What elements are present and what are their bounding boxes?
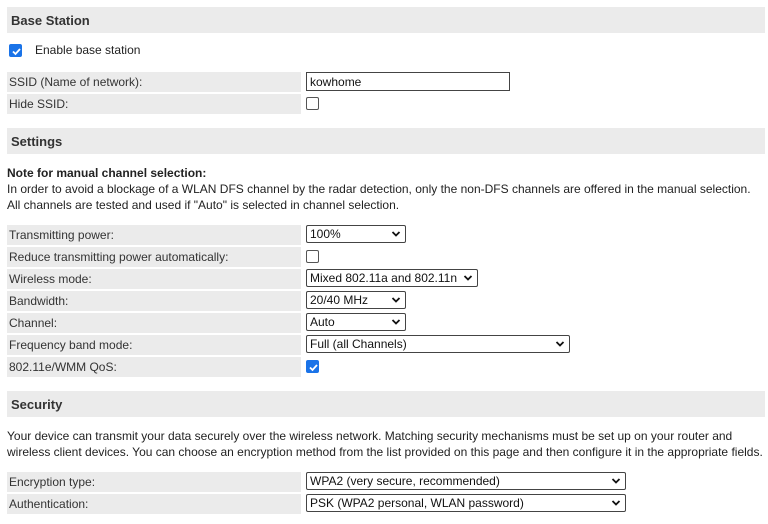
bandwidth-select[interactable] (306, 291, 406, 309)
authentication-label: Authentication: (7, 494, 301, 514)
checkmark-icon (308, 362, 319, 373)
reduce-tx-label: Reduce transmitting power automatically: (7, 247, 301, 267)
channel-row (7, 313, 765, 333)
wireless-mode-value: Mixed 802.11a and 802.11n (310, 271, 458, 285)
chevron-down-icon (391, 315, 401, 329)
enable-base-station-label: Enable base station (35, 43, 141, 57)
security-description (7, 428, 765, 460)
qos-row (7, 357, 765, 377)
channel-note-line2: All channels are tested and used if "Auto" is selected in channel selection. (7, 198, 400, 212)
encryption-select[interactable] (306, 472, 626, 490)
authentication-row (7, 494, 765, 514)
hide-ssid-checkbox[interactable] (306, 97, 319, 110)
chevron-down-icon (611, 496, 621, 510)
wireless-mode-row (7, 269, 765, 289)
tx-power-value: 100% (310, 227, 341, 241)
freq-band-row (7, 335, 765, 355)
freq-band-select[interactable] (306, 335, 570, 353)
hide-ssid-row (7, 94, 765, 114)
bandwidth-row (7, 291, 765, 311)
ssid-label: SSID (Name of network): (7, 72, 301, 92)
enable-base-station-checkbox[interactable] (9, 44, 22, 57)
authentication-select[interactable] (306, 494, 626, 512)
enable-base-station-row (7, 41, 765, 61)
settings-heading: Settings (7, 128, 765, 154)
channel-note (7, 165, 765, 213)
chevron-down-icon (391, 227, 401, 241)
freq-band-label: Frequency band mode: (7, 335, 301, 355)
checkmark-icon (11, 46, 22, 57)
reduce-tx-checkbox[interactable] (306, 250, 319, 263)
security-desc-line1: Your device can transmit your data securely over the wireless network. Matching security mechanisms must be set up on your router and (7, 429, 733, 443)
ssid-input[interactable] (306, 72, 510, 91)
chevron-down-icon (463, 271, 473, 285)
channel-value: Auto (310, 315, 335, 329)
encryption-row (7, 472, 765, 492)
chevron-down-icon (611, 474, 621, 488)
qos-label: 802.11e/WMM QoS: (7, 357, 301, 377)
base-station-heading: Base Station (7, 7, 765, 33)
freq-band-value: Full (all Channels) (310, 337, 407, 351)
ssid-row (7, 72, 765, 92)
channel-note-title: Note for manual channel selection: (7, 166, 207, 180)
bandwidth-label: Bandwidth: (7, 291, 301, 311)
encryption-label: Encryption type: (7, 472, 301, 492)
channel-select[interactable] (306, 313, 406, 331)
security-heading: Security (7, 391, 765, 417)
wireless-mode-label: Wireless mode: (7, 269, 301, 289)
reduce-tx-row (7, 247, 765, 267)
tx-power-select[interactable] (306, 225, 406, 243)
wireless-mode-select[interactable] (306, 269, 478, 287)
chevron-down-icon (555, 337, 565, 351)
channel-label: Channel: (7, 313, 301, 333)
bandwidth-value: 20/40 MHz (310, 293, 369, 307)
encryption-value: WPA2 (very secure, recommended) (310, 474, 500, 488)
authentication-value: PSK (WPA2 personal, WLAN password) (310, 496, 524, 510)
qos-checkbox[interactable] (306, 360, 319, 373)
chevron-down-icon (391, 293, 401, 307)
channel-note-line1: In order to avoid a blockage of a WLAN DFS channel by the radar detection, only the non-DFS channels are offered in the manual selection. (7, 182, 751, 196)
hide-ssid-label: Hide SSID: (7, 94, 301, 114)
security-desc-line2: wireless client devices. You can choose an encryption method from the list provided on this page and then configure it in the appropriate fields. (7, 445, 763, 459)
tx-power-label: Transmitting power: (7, 225, 301, 245)
tx-power-row (7, 225, 765, 245)
